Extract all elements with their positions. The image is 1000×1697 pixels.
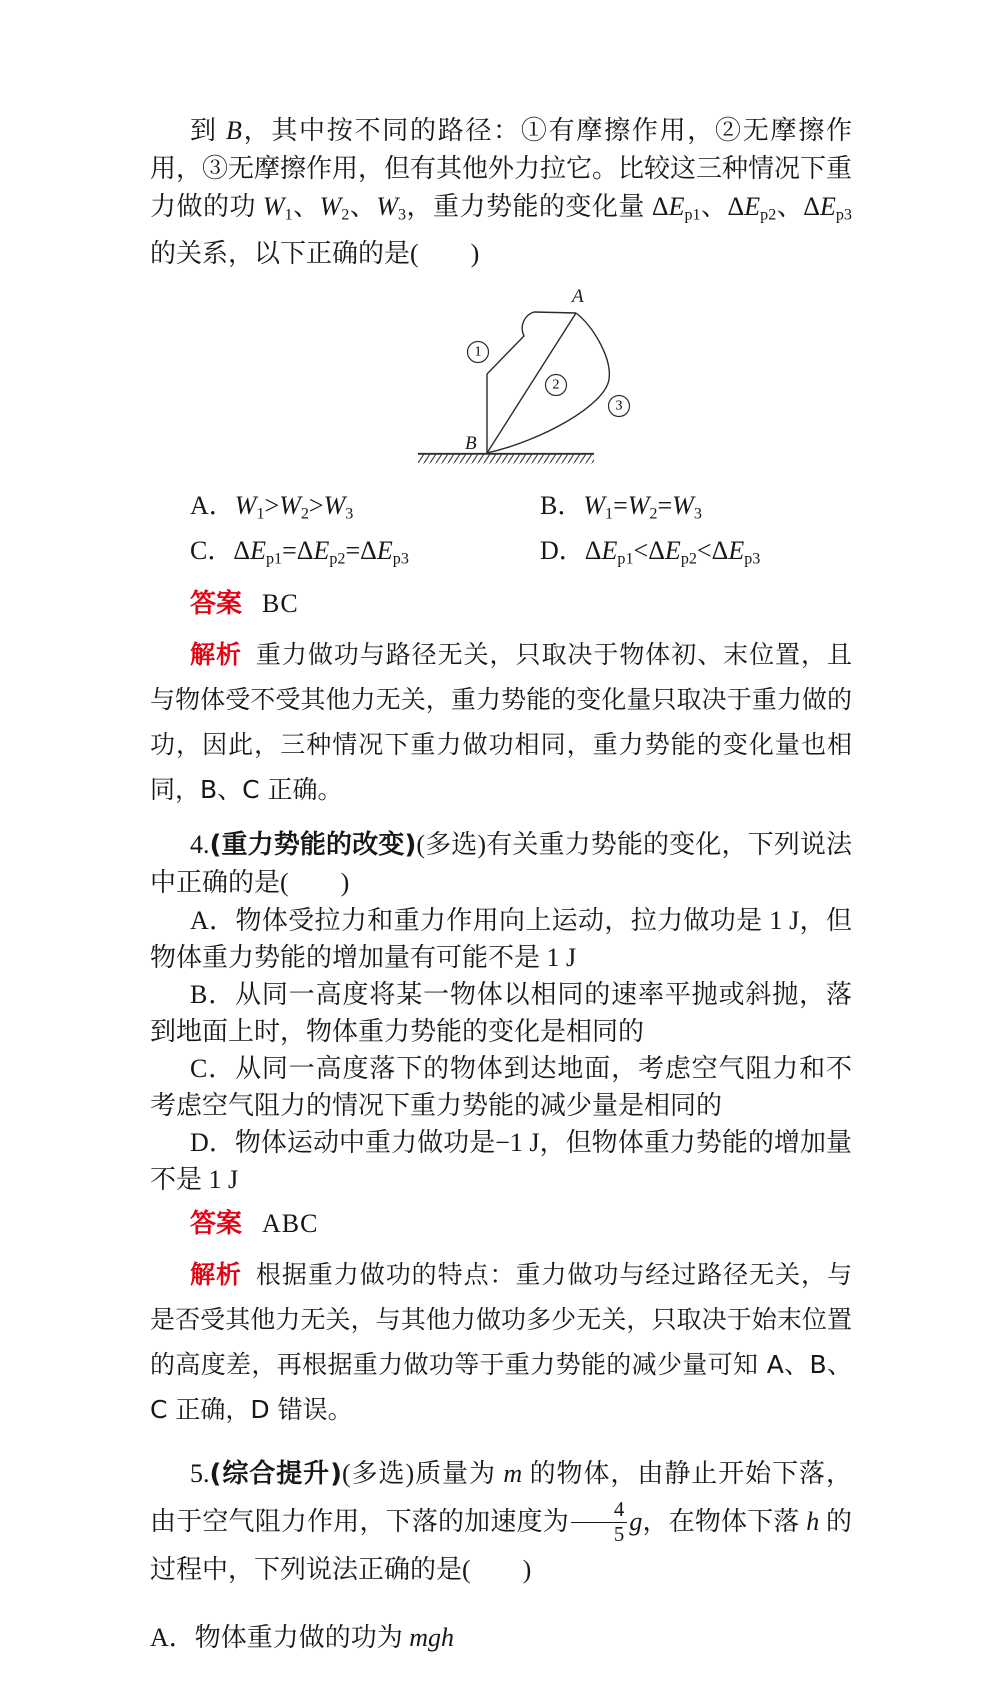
- path-3-number-badge: [609, 395, 630, 416]
- q4-option-c: [150, 1050, 852, 1124]
- q5-stem-after-fraction: ，在物体下落 h 的过程中，下列说法正确的是( ): [150, 1506, 852, 1584]
- answer-value: ABC: [262, 1208, 319, 1238]
- q3-answer-row: [150, 584, 852, 624]
- q3-analysis: [150, 632, 852, 812]
- option-label: B．: [540, 490, 584, 520]
- option-text: 物体运动中重力做功是−1 J，但物体重力势能的增加量不是 1 J: [150, 1127, 852, 1194]
- option-math: $W_1=W_2=W_3$: [583, 490, 702, 522]
- fraction-denominator: 5: [613, 1522, 625, 1546]
- option-label: D．: [540, 536, 585, 565]
- option-label: D．: [190, 1127, 235, 1157]
- analysis-label: 解析: [190, 639, 242, 669]
- q3-option-d: [500, 532, 852, 578]
- path-2-number-badge: [546, 374, 567, 395]
- q5-option-a: A．物体重力做的功为 mgh: [150, 1622, 455, 1652]
- fraction-four-fifths: [571, 1499, 627, 1546]
- analysis-text: 根据重力做功的特点：重力做功与经过路径无关，与是否受其他力无关，与其他力做功多少无关，只取决于始末位置的高度差，再根据重力做功等于重力势能的减少量可知 A、B、C 正确，D 错误。: [150, 1259, 852, 1424]
- path-1-number-badge: [468, 341, 489, 362]
- answer-value: BC: [262, 588, 299, 618]
- option-label: A．: [190, 490, 235, 520]
- option-label: C．: [190, 536, 234, 565]
- point-b-label: B: [465, 432, 477, 454]
- svg-text:1: 1: [474, 344, 482, 359]
- fraction-numerator: 4: [571, 1499, 627, 1523]
- q5-stem: [150, 1450, 852, 1593]
- gravity-symbol: g: [629, 1506, 643, 1536]
- q3-option-b: [500, 487, 852, 533]
- q4-option-d: [150, 1124, 852, 1198]
- point-a-label: A: [572, 285, 584, 307]
- q5-stem-before-fraction: 5.(综合提升)(多选)质量为 m 的物体，由静止开始下落，由于空气阻力作用，下落的加速度为: [150, 1458, 852, 1536]
- option-text: 从同一高度将某一物体以相同的速率平抛或斜抛，落到地面上时，物体重力势能的变化是相同的: [150, 979, 852, 1046]
- svg-text:2: 2: [552, 377, 560, 392]
- q3-options: [150, 487, 852, 578]
- analysis-text: 重力做功与路径无关，只取决于物体初、末位置，且与物体受不受其他力无关，重力势能的变化量只取决于重力做的功，因此，三种情况下重力做功相同，重力势能的变化量也相同，B、C 正确。: [150, 639, 852, 804]
- q4-option-a: [150, 902, 852, 976]
- option-math: $\Delta E_{p1}=\Delta E_{p2}=\Delta E_{p3}$: [233, 536, 409, 568]
- q3-option-a: [150, 487, 500, 533]
- q3-stem-continuation: 到 B，其中按不同的路径：①有摩擦作用，②无摩擦作用，③无摩擦作用，但有其他外力拉它。比较这三种情况下重力做的功 $W_1$、$W_2$、$W_3$，重力势能的变化量 $\Delta E_{p1}$、$\Delta E_{p2}$、$\Delta E_{p3}$ 的关系，以下正确的是( ): [150, 116, 853, 268]
- option-label: C．: [190, 1053, 236, 1083]
- ground-hatching: [418, 454, 594, 463]
- answer-label: 答案: [190, 588, 243, 619]
- q4-option-b: [150, 976, 852, 1050]
- option-label: B．: [190, 979, 236, 1009]
- paths-a-to-b-diagram: [406, 283, 644, 475]
- option-label: A．: [190, 905, 236, 935]
- q4-stem: 4.(重力势能的改变)(多选)有关重力势能的变化，下列说法中正确的是( ): [150, 829, 852, 897]
- option-text: 物体受拉力和重力作用向上运动，拉力做功是 1 J，但物体重力势能的增加量有可能不是 1 J: [150, 905, 852, 972]
- option-math: $W_1>W_2>W_3$: [234, 490, 354, 522]
- q4-analysis: [150, 1252, 852, 1432]
- option-text: 从同一高度落下的物体到达地面，考虑空气阻力和不考虑空气阻力的情况下重力势能的减少量是相同的: [150, 1053, 852, 1120]
- q4-answer-row: [150, 1204, 852, 1244]
- q3-figure: [406, 283, 644, 475]
- q3-option-c: [150, 532, 500, 578]
- option-math: $\Delta E_{p1}<\Delta E_{p2}<\Delta E_{p3}$: [584, 536, 761, 568]
- svg-text:3: 3: [615, 398, 623, 413]
- answer-label: 答案: [190, 1208, 243, 1239]
- analysis-label: 解析: [190, 1259, 242, 1289]
